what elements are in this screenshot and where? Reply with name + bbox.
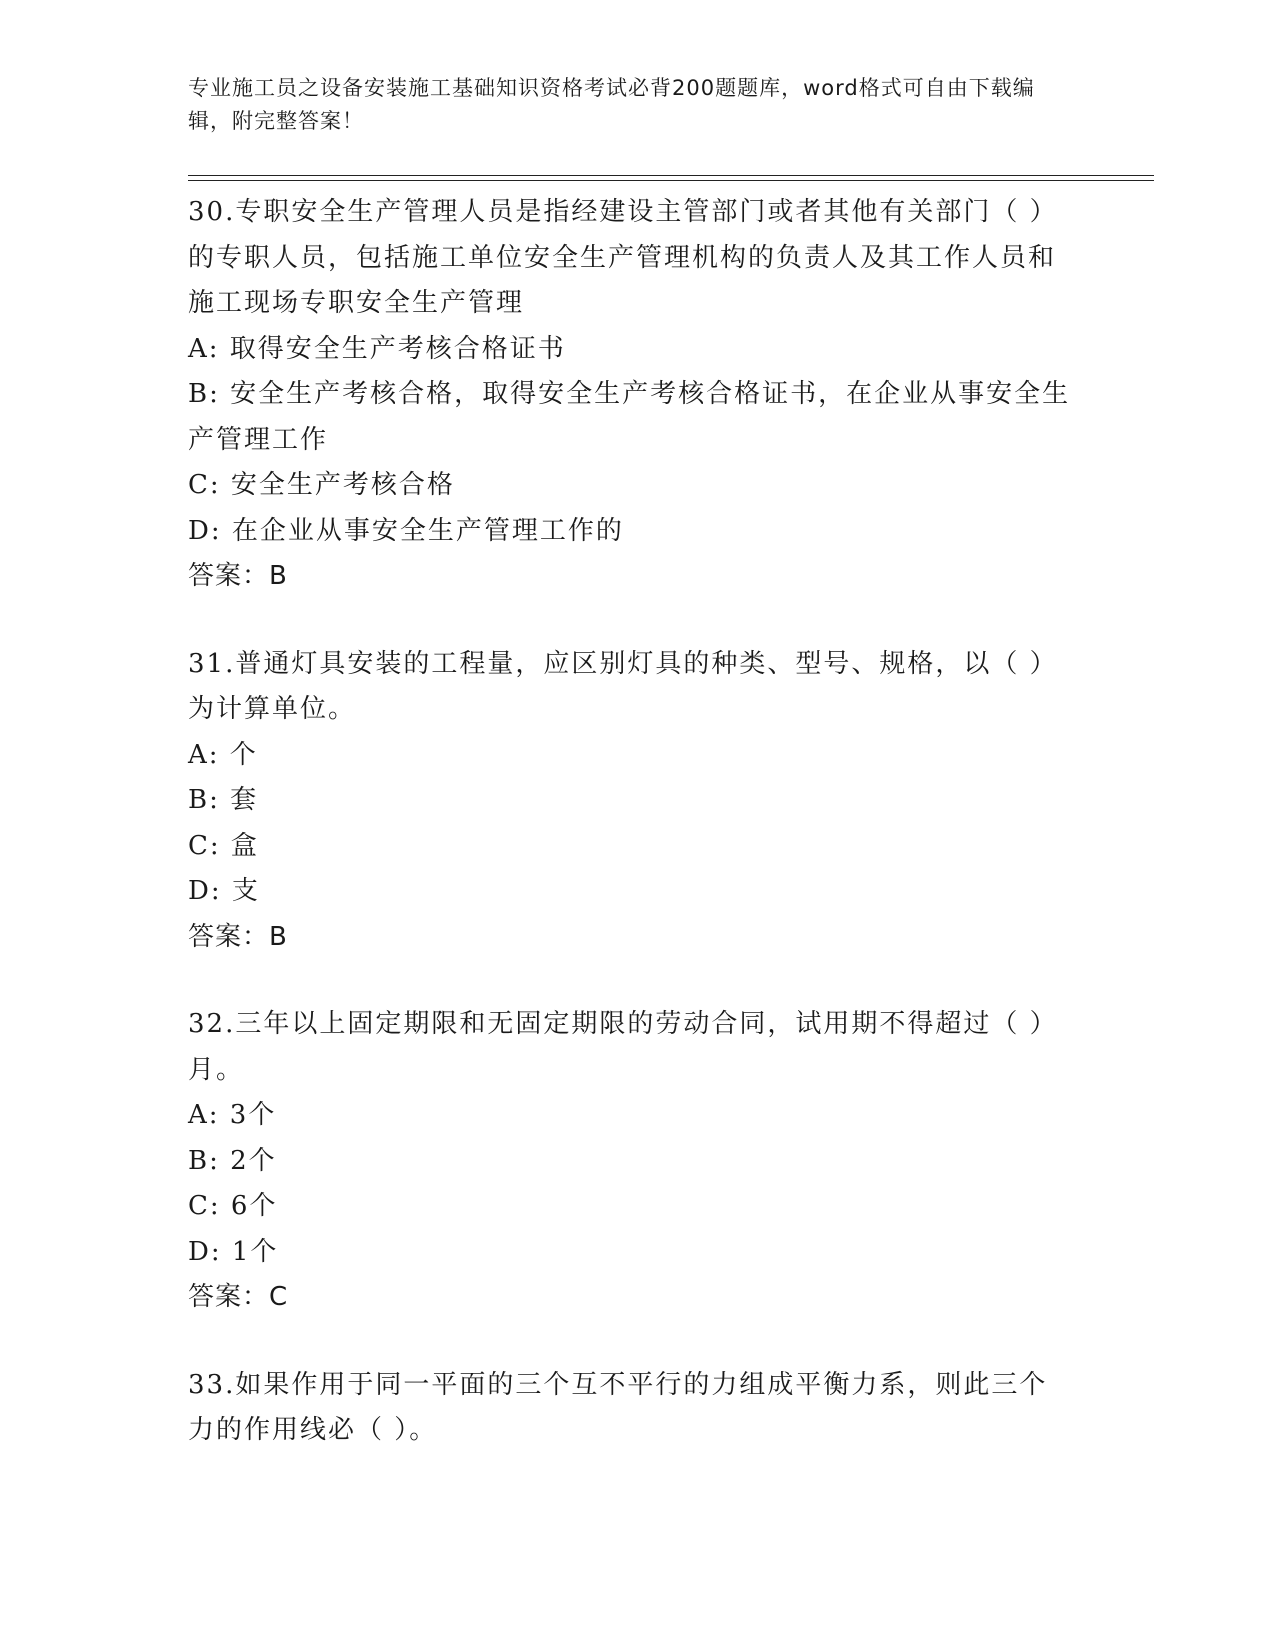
question-stem: 31.普通灯具安装的工程量，应区别灯具的种类、型号、规格，以（ ）为计算单位。: [188, 648, 1058, 724]
option-b: B: 安全生产考核合格，取得安全生产考核合格证书，在企业从事安全生产管理工作: [188, 379, 1071, 455]
option-d: D: 在企业从事安全生产管理工作的: [188, 515, 624, 546]
question-list: [188, 190, 1088, 1496]
option-b: B: 套: [188, 785, 259, 815]
option-d: D: 支: [188, 876, 260, 906]
header-divider-top: [188, 175, 1154, 176]
option-c: C: 安全生产考核合格: [188, 470, 455, 500]
header-divider-bottom: [188, 180, 1154, 181]
question-33: [188, 1363, 1088, 1454]
question-stem: 32.三年以上固定期限和无固定期限的劳动合同，试用期不得超过（ ）月。: [188, 1009, 1058, 1085]
option-c: C: 盒: [188, 830, 259, 861]
answer-line: 答案：C: [188, 1282, 289, 1312]
question-30: [188, 190, 1088, 600]
question-stem: 30.专职安全生产管理人员是指经建设主管部门或者其他有关部门（ ）的专职人员，包括施工单位安全生产管理机构的负责人及其工作人员和施工现场专职安全生产管理: [188, 197, 1058, 318]
document-header: 专业施工员之设备安装施工基础知识资格考试必背200题题库，word格式可自由下载编辑，附完整答案！: [188, 76, 1035, 133]
question-32: [188, 1002, 1088, 1321]
question-31: [188, 642, 1088, 961]
question-stem: 33.如果作用于同一平面的三个互不平行的力组成平衡力系，则此三个力的作用线必（ ）。: [188, 1369, 1048, 1445]
answer-line: 答案：B: [188, 921, 288, 952]
option-a: A: 个: [188, 739, 258, 770]
option-c: C: 6个: [188, 1191, 278, 1221]
option-a: A: 3个: [188, 1100, 277, 1130]
option-d: D: 1个: [188, 1236, 279, 1267]
option-b: B: 2个: [188, 1145, 277, 1176]
answer-line: 答案：B: [188, 561, 288, 591]
option-a: A: 取得安全生产考核合格证书: [188, 333, 566, 364]
